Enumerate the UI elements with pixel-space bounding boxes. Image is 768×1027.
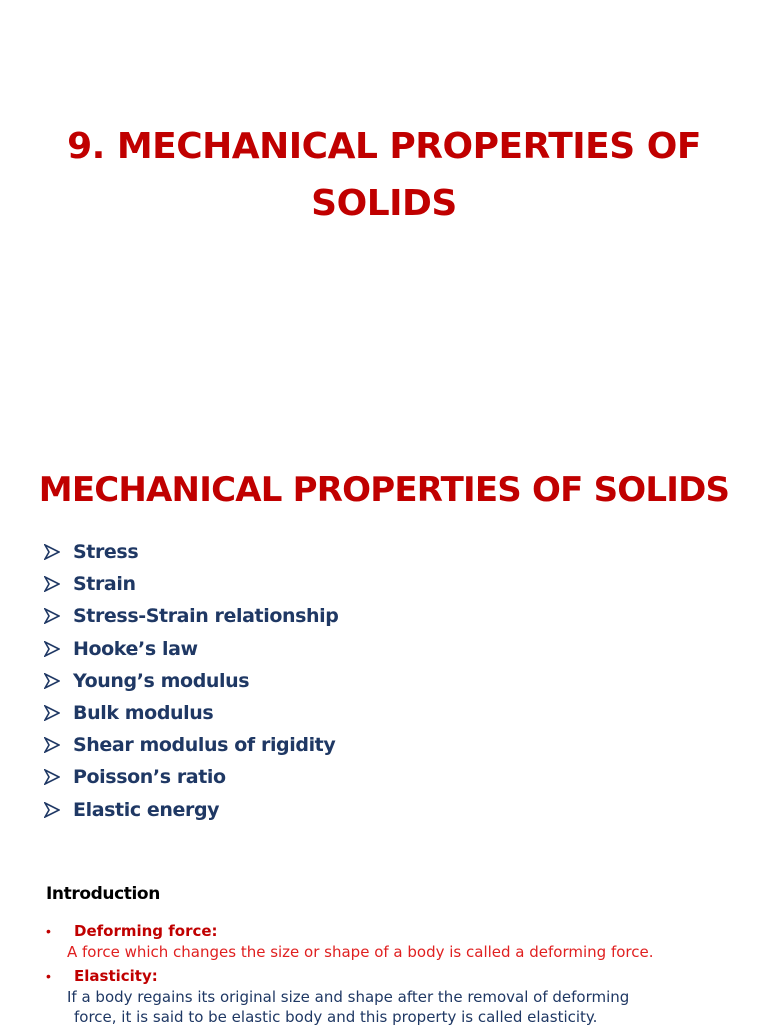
definition-deforming-force [46,920,736,962]
list-item [44,761,338,793]
arrow-right-icon [44,641,73,657]
list-item [44,665,338,697]
definition-line: A force which changes the size or shape of a body is called a deforming force. [67,943,654,961]
arrow-right-icon [44,608,73,624]
definition-term-row [46,920,736,942]
section-heading: MECHANICAL PROPERTIES OF SOLIDS [38,470,730,510]
definition-text [46,942,736,962]
list-item [44,600,338,632]
topic-label: Stress-Strain relationship [73,605,339,628]
title-line-2: SOLIDS [311,183,457,224]
topic-label: Strain [73,573,136,596]
topic-label: Elastic energy [73,798,220,821]
topic-label: Stress [73,541,139,564]
bullet-icon: • [46,968,51,984]
arrow-right-icon [44,705,73,721]
definition-line: force, it is said to be elastic body and this property is called elasticity. [74,1008,598,1026]
arrow-right-icon [44,544,73,560]
bullet-icon: • [46,923,51,939]
list-item [44,633,338,665]
arrow-right-icon [44,673,73,689]
definition-term: Deforming force: [74,922,218,940]
definition-term-row [46,965,736,987]
topic-label: Poisson’s ratio [73,766,226,789]
topic-label: Hooke’s law [73,637,198,660]
list-item [44,794,338,826]
definition-text [46,987,736,1027]
arrow-right-icon [44,737,73,753]
topic-label: Young’s modulus [73,669,250,692]
title-slide [0,118,768,232]
arrow-right-icon [44,769,73,785]
topic-label: Shear modulus of rigidity [73,734,336,757]
list-item [44,568,338,600]
introduction-heading: Introduction [46,884,160,904]
list-item [44,536,338,568]
list-item [44,729,338,761]
definition-line: If a body regains its original size and shape after the removal of deforming [67,988,630,1006]
topic-list [44,536,338,826]
list-item [44,697,338,729]
document-title [0,118,768,232]
arrow-right-icon [44,802,73,818]
definition-elasticity [46,965,736,1027]
topic-label: Bulk modulus [73,702,214,725]
title-line-1: 9. MECHANICAL PROPERTIES OF [67,126,701,167]
definition-term: Elasticity: [74,967,158,985]
arrow-right-icon [44,576,73,592]
